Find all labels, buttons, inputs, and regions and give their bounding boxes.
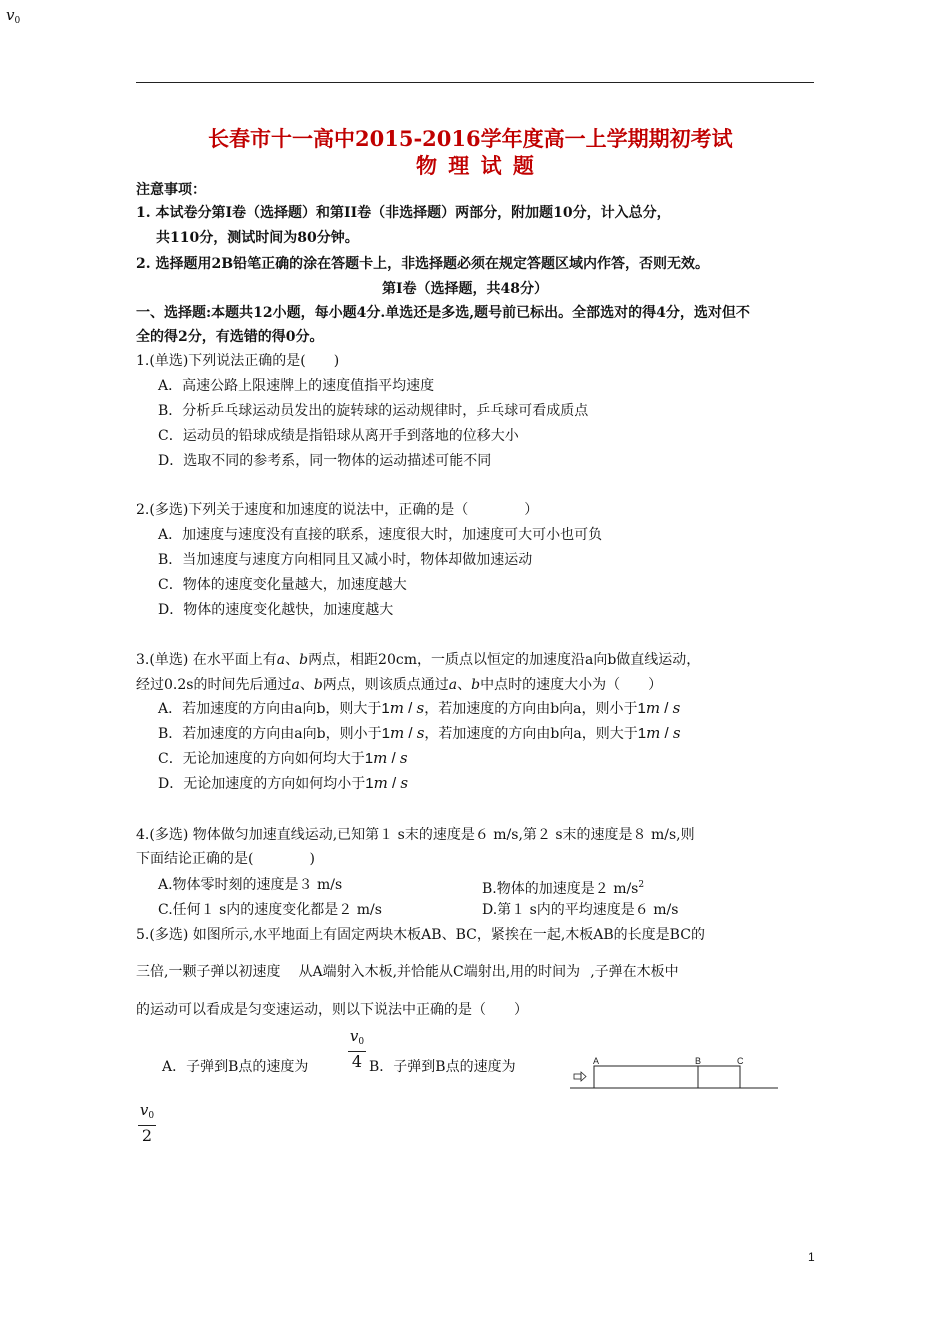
q5-stem-line2 — [136, 962, 679, 982]
q3-option-a — [158, 698, 680, 719]
notice-item1-line1: 1. 本试卷分第I卷（选择题）和第II卷（非选择题）两部分，附加题10分，计入总分， — [136, 205, 671, 221]
page-number: 1 — [808, 1250, 815, 1264]
q2-option-c: C．物体的速度变化量越大，加速度越大 — [158, 577, 407, 593]
q5-line2-p2: 从A端射入木板,并恰能从C端射出,用的时间为 — [298, 964, 581, 980]
bullet-arrow-icon — [574, 1072, 586, 1081]
q3-point-b: b — [299, 652, 309, 668]
q3-option-d — [158, 773, 408, 794]
q3-sep2: 、 — [457, 677, 472, 693]
q4-option-a: A.物体零时刻的速度是３ m/s — [158, 877, 343, 893]
section1-title: 第I卷（选择题，共48分） — [382, 281, 549, 297]
q3-optD-text: D．无论加速度的方向如何均小于 — [158, 776, 366, 792]
notice-item1-line2: 共110分，测试时间为80分钟。 — [156, 230, 359, 246]
q3-line2-p1: 经过0.2s的时间先后通过 — [136, 677, 292, 693]
q3-unit-4: 1m / s — [637, 724, 681, 742]
notice-item2: 2. 选择题用2B铅笔正确的涂在答题卡上，非选择题必须在规定答题区域内作答，否则无效。 — [136, 256, 710, 272]
q3-optA-p2: ，若加速度的方向由b向a，则小于 — [424, 701, 638, 717]
q1-option-b: B．分析乒乓球运动员发出的旋转球的运动规律时，乒乓球可看成质点 — [158, 403, 589, 419]
page-title: 长春市十一高中2015-2016学年度高一上学期期初考试 — [208, 126, 733, 151]
notice-heading: 注意事项： — [136, 182, 206, 198]
q1-option-c: C．运动员的铅球成绩是指铅球从离开手到落地的位移大小 — [158, 428, 519, 444]
corner-v: v — [6, 6, 15, 24]
q2-option-a: A．加速度与速度没有直接的联系，速度很大时，加速度可大可小也可负 — [158, 527, 603, 543]
q4-stem-line2: 下面结论正确的是( ) — [136, 851, 315, 867]
q5-stem-line1: 5.(多选) 如图所示,水平地面上有固定两块木板AB、BC，紧挨在一起,木板AB的长度是BC的 — [136, 927, 705, 943]
q2-stem: 2.(多选)下列关于速度和加速度的说法中，正确的是（ ） — [136, 502, 539, 518]
q5-line2-p3: ,子弹在木板中 — [590, 964, 679, 980]
q3-unit-1: 1m / s — [381, 699, 425, 717]
q3-line2-p2: 两点，则该质点通过 — [322, 677, 449, 693]
q3-point-b2: b — [313, 677, 323, 693]
q3-option-b — [158, 723, 681, 744]
board-bc — [698, 1066, 740, 1088]
q3-point-a: a — [276, 652, 286, 668]
corner-sub: 0 — [14, 16, 21, 26]
q4-optB-sup: 2 — [638, 880, 645, 890]
q1-option-a: A．高速公路上限速牌上的速度值指平均速度 — [158, 378, 435, 394]
q3-stem-p3: 两点，相距20cm，一质点以恒定的加速度沿a向b做直线运动， — [308, 652, 701, 668]
q3-optA-p1: A．若加速度的方向由a向b，则大于 — [158, 701, 382, 717]
fig-label-b: B — [695, 1056, 702, 1066]
q4-option-b — [482, 875, 644, 899]
q3-point-a3: a — [448, 677, 458, 693]
q5-option-b: B．子弹到B点的速度为 — [369, 1059, 516, 1075]
q3-stem-p2: 、 — [285, 652, 300, 668]
q5-fraction-v0-over-2: $v_0$ 2 — [139, 1101, 155, 1145]
q4-optB-text: B.物体的加速度是２ m/s — [482, 881, 639, 897]
q2-option-b: B．当加速度与速度方向相同且又减小时，物体却做加速运动 — [158, 552, 533, 568]
q3-optB-p2: ，若加速度的方向由b向a，则大于 — [424, 726, 638, 742]
q4-stem-line1: 4.(多选) 物体做匀加速直线运动,已知第１ s末的速度是６ m/s,第２ s末的速度是８ m/s,则 — [136, 827, 695, 843]
q3-point-b3: b — [471, 677, 481, 693]
header-rule — [136, 82, 814, 83]
fig-label-c: C — [737, 1056, 744, 1066]
fig-label-a: A — [593, 1056, 600, 1066]
corner-v0-symbol — [6, 6, 20, 26]
q4-option-d: D.第１ s内的平均速度是６ m/s — [482, 902, 679, 918]
q3-unit-3: 1m / s — [381, 724, 425, 742]
q2-option-d: D．物体的速度变化越快，加速度越大 — [158, 602, 394, 618]
board-ab — [594, 1066, 698, 1088]
q1-stem: 1.(单选)下列说法正确的是( ) — [136, 353, 340, 369]
q3-unit-5: 1m / s — [364, 749, 408, 767]
q5-fraction-v0-over-4: $v_0$ 4 — [349, 1027, 365, 1071]
q3-unit-6: 1m / s — [365, 774, 409, 792]
q3-stem-line1 — [136, 650, 700, 670]
q5-stem-line3: 的运动可以看成是匀变速运动，则以下说法中正确的是（ ） — [136, 1002, 528, 1018]
section1-intro-line2: 全的得2分，有选错的得0分。 — [136, 329, 324, 345]
q3-unit-2: 1m / s — [637, 699, 681, 717]
q3-sep1: 、 — [299, 677, 314, 693]
q3-optB-p1: B．若加速度的方向由a向b，则小于 — [158, 726, 382, 742]
q1-option-d: D．选取不同的参考系，同一物体的运动描述可能不同 — [158, 453, 492, 469]
section1-intro-line1: 一、选择题:本题共12小题，每小题4分.单选还是多选,题号前已标出。全部选对的得4分，选对但不 — [136, 305, 750, 321]
q3-point-a2: a — [291, 677, 300, 693]
q5-board-figure — [566, 1052, 782, 1094]
q3-line2-p3: 中点时的速度大小为（ ） — [480, 677, 663, 693]
q5-line2-p1: 三倍,一颗子弹以初速度 — [136, 964, 281, 980]
q3-stem-line2 — [136, 675, 662, 695]
q4-option-c: C.任何１ s内的速度变化都是２ m/s — [158, 902, 382, 918]
q3-optC-text: C．无论加速度的方向如何均大于 — [158, 751, 365, 767]
q3-stem-p1: 3.(单选) 在水平面上有 — [136, 652, 277, 668]
page-subtitle: 物 理 试 题 — [416, 153, 536, 178]
q5-option-a: A．子弹到B点的速度为 — [162, 1059, 309, 1075]
q3-option-c — [158, 748, 408, 769]
